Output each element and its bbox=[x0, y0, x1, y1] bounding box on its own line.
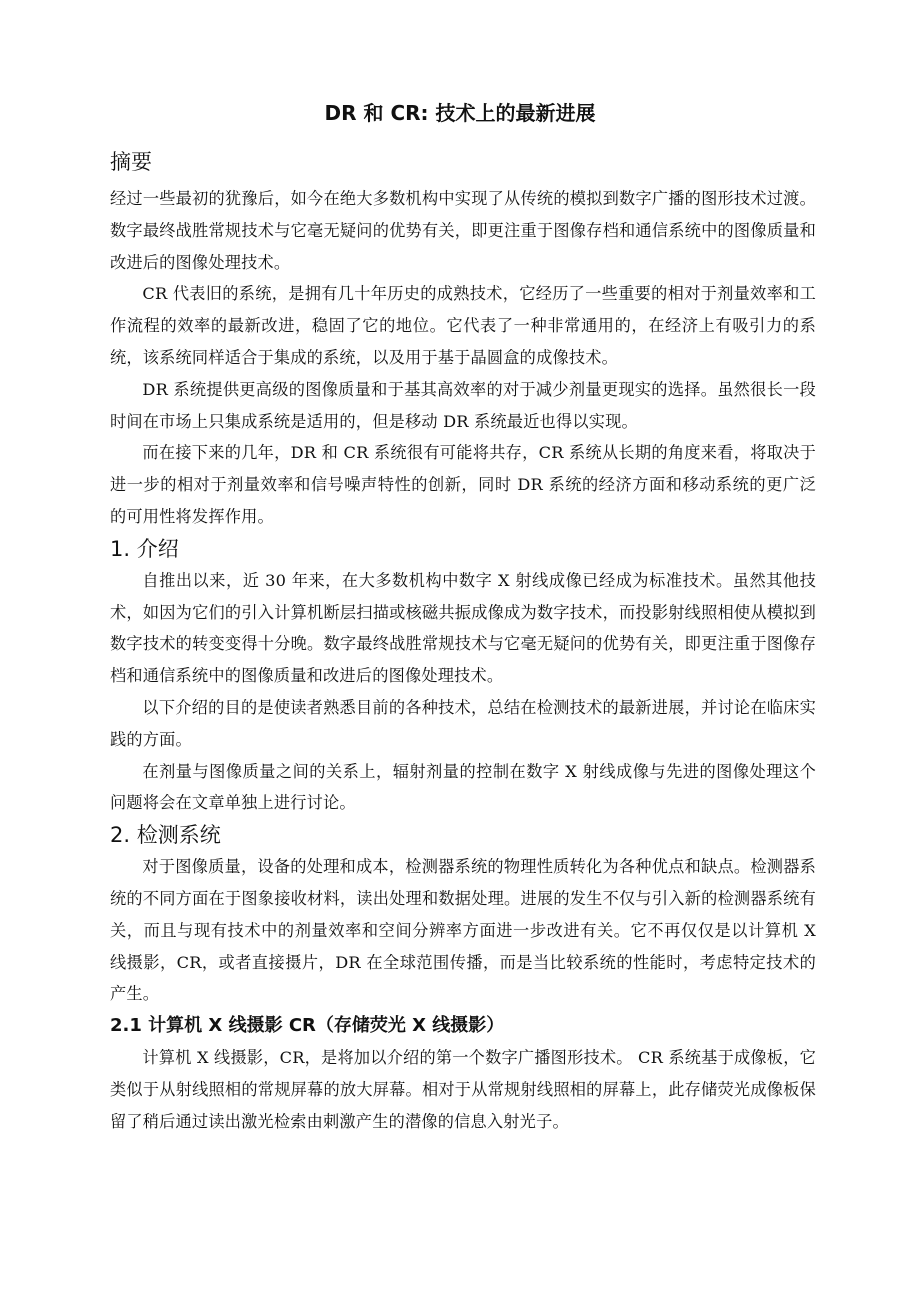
abstract-heading: 摘要 bbox=[110, 150, 152, 174]
document-body bbox=[110, 147, 816, 1138]
section-2-heading: 2. 检测系统 bbox=[110, 823, 221, 848]
section-1-paragraph-1: 自推出以来，近 30 年来，在大多数机构中数字 X 射线成像已经成为标准技术。虽然其他技术，如因为它们的引入计算机断层扫描或核磁共振成像成为数字技术，而投影射线照相使从模拟到数字技术的转变变得十分晚。数字最终战胜常规技术与它毫无疑问的优势有关，即更注重于图像存档和通信系统中的图像质量和改进后的图像处理技术。 bbox=[110, 570, 816, 686]
document-title: DR 和 CR: 技术上的最新进展 bbox=[324, 101, 596, 125]
section-1-heading: 1. 介绍 bbox=[110, 536, 179, 561]
abstract-paragraph-1: 经过一些最初的犹豫后，如今在绝大多数机构中实现了从传统的模拟到数字广播的图形技术过渡。数字最终战胜常规技术与它毫无疑问的优势有关，即更注重于图像存档和通信系统中的图像质量和改进后的图像处理技术。 bbox=[110, 189, 816, 272]
abstract-paragraph-3: DR 系统提供更高级的图像质量和于基其高效率的对于减少剂量更现实的选择。虽然很长一段时间在市场上只集成系统是适用的，但是移动 DR 系统最近也得以实现。 bbox=[110, 379, 816, 431]
section-2-1-paragraph-1: 计算机 X 线摄影，CR，是将加以介绍的第一个数字广播图形技术。 CR 系统基于成像板，它类似于从射线照相的常规屏幕的放大屏幕。相对于从常规射线照相的屏幕上，此存储荧光成像板保留了稍后通过读出激光检索由刺激产生的潜像的信息入射光子。 bbox=[110, 1048, 816, 1131]
abstract-paragraph-4: 而在接下来的几年，DR 和 CR 系统很有可能将共存，CR 系统从长期的角度来看，将取决于进一步的相对于剂量效率和信号噪声特性的创新，同时 DR 系统的经济方面和移动系统的更广泛的可用性将发挥作用。 bbox=[110, 443, 816, 526]
section-1-paragraph-2: 以下介绍的目的是使读者熟悉目前的各种技术，总结在检测技术的最新进展，并讨论在临床实践的方面。 bbox=[110, 697, 816, 749]
section-2-1-heading: 2.1 计算机 X 线摄影 CR（存储荧光 X 线摄影） bbox=[110, 1015, 505, 1037]
abstract-paragraph-2: CR 代表旧的系统，是拥有几十年历史的成熟技术，它经历了一些重要的相对于剂量效率和工作流程的效率的最新改进，稳固了它的地位。它代表了一种非常通用的，在经济上有吸引力的系统，该系统同样适合于集成的系统，以及用于基于晶圆盒的成像技术。 bbox=[110, 284, 816, 367]
section-2-paragraph-1: 对于图像质量，设备的处理和成本，检测器系统的物理性质转化为各种优点和缺点。检测器系统的不同方面在于图象接收材料，读出处理和数据处理。进展的发生不仅与引入新的检测器系统有关，而且与现有技术中的剂量效率和空间分辨率方面进一步改进有关。它不再仅仅是以计算机 X 线摄影，CR，或者直接摄片，DR 在全球范围传播，而是当比较系统的性能时，考虑特定技术的产生。 bbox=[110, 857, 816, 1004]
section-1-paragraph-3: 在剂量与图像质量之间的关系上，辐射剂量的控制在数字 X 射线成像与先进的图像处理这个问题将会在文章单独上进行讨论。 bbox=[110, 761, 816, 813]
